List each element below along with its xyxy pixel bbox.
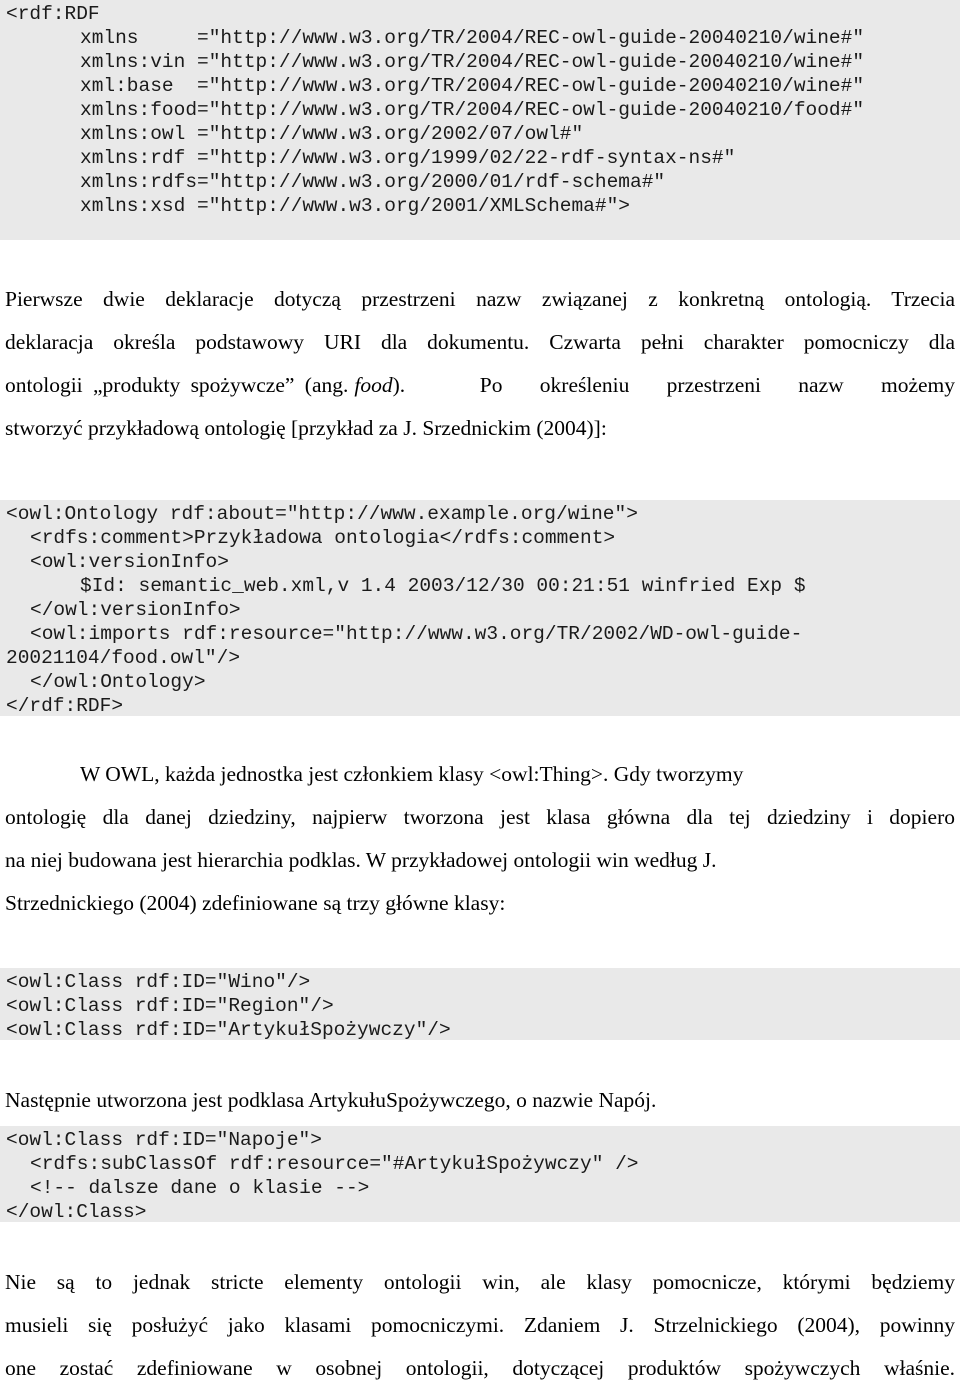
rdf-namespace-code-block	[0, 0, 960, 240]
code-line: <owl:Ontology rdf:about="http://www.example.org/wine">	[6, 503, 638, 525]
code-line: <owl:Class rdf:ID="Region"/>	[6, 995, 334, 1017]
code-line: xmlns:xsd ="http://www.w3.org/2001/XMLSchema#">	[80, 195, 630, 217]
italic-term-food: food	[354, 373, 393, 397]
paragraph-line: Nie są to jednak stricte elementy ontologii win, ale klasy pomocnicze, którymi będziemy	[5, 1270, 955, 1294]
paragraph-line: ontologię dla danej dziedziny, najpierw tworzona jest klasa główna dla tej dziedziny i dopiero	[5, 805, 955, 829]
code-line: xmlns:rdfs="http://www.w3.org/2000/01/rdf-schema#"	[80, 171, 666, 193]
code-line: <rdfs:subClassOf rdf:resource="#ArtykułSpożywczy" />	[30, 1153, 639, 1175]
code-line: 20021104/food.owl"/>	[6, 647, 241, 669]
paragraph-line: na niej budowana jest hierarchia podklas. W przykładowej ontologii win według J.	[5, 848, 717, 872]
paragraph-subclass-intro: Następnie utworzona jest podklasa ArtykułuSpożywczego, o nazwie Napój.	[5, 1088, 657, 1112]
subclass-code-block	[0, 1126, 960, 1222]
code-line: <owl:versionInfo>	[30, 551, 229, 573]
classes-code-block	[0, 968, 960, 1040]
paragraph-text: ontologii „produkty spożywcze” (ang.	[5, 373, 349, 397]
code-line: xmlns:owl ="http://www.w3.org/2002/07/owl#"	[80, 123, 584, 145]
paragraph-line	[5, 364, 955, 407]
code-line: xmlns ="http://www.w3.org/TR/2004/REC-owl-guide-20040210/wine#"	[80, 27, 865, 49]
code-line: <owl:Class rdf:ID="Napoje">	[6, 1129, 322, 1151]
code-line: </owl:Ontology>	[30, 671, 206, 693]
code-line: <owl:Class rdf:ID="ArtykułSpożywczy"/>	[6, 1019, 451, 1041]
code-line: xmlns:food="http://www.w3.org/TR/2004/REC-owl-guide-20040210/food#"	[80, 99, 865, 121]
paragraph-line: one zostać zdefiniowane w osobnej ontologii, dotyczącej produktów spożywczych właśnie.	[5, 1356, 955, 1380]
code-line: $Id: semantic_web.xml,v 1.4 2003/12/30 00:21:51 winfried Exp $	[80, 575, 806, 597]
code-line: xmlns:vin ="http://www.w3.org/TR/2004/REC-owl-guide-20040210/wine#"	[80, 51, 865, 73]
paragraph-line: stworzyć przykładową ontologię [przykład za J. Srzednickim (2004)]:	[5, 416, 607, 440]
paragraph-line: musieli się posłużyć jako klasami pomocniczymi. Zdaniem J. Strzelnickiego (2004), powinny	[5, 1313, 955, 1337]
ontology-code-block	[0, 500, 960, 716]
code-line: <rdf:RDF	[6, 3, 100, 25]
paragraph-line: Pierwsze dwie deklaracje dotyczą przestrzeni nazw związanej z konkretną ontologią. Trzecia	[5, 287, 955, 311]
code-line: <!-- dalsze dane o klasie -->	[30, 1177, 370, 1199]
code-line: <owl:Class rdf:ID="Wino"/>	[6, 971, 311, 993]
code-line: xmlns:rdf ="http://www.w3.org/1999/02/22-rdf-syntax-ns#"	[80, 147, 736, 169]
code-line: <owl:imports rdf:resource="http://www.w3.org/TR/2002/WD-owl-guide-	[30, 623, 803, 645]
code-line: </rdf:RDF>	[6, 695, 124, 717]
code-line: </owl:Class>	[6, 1201, 147, 1223]
code-line: <rdfs:comment>Przykładowa ontologia</rdfs:comment>	[30, 527, 616, 549]
code-line: </owl:versionInfo>	[30, 599, 241, 621]
paragraph-line: deklaracja określa podstawowy URI dla dokumentu. Czwarta pełni charakter pomocniczy dla	[5, 330, 955, 354]
code-line: xml:base ="http://www.w3.org/TR/2004/REC-owl-guide-20040210/wine#"	[80, 75, 865, 97]
paragraph-line: Strzednickiego (2004) zdefiniowane są trzy główne klasy:	[5, 891, 506, 915]
paragraph-line: W OWL, każda jednostka jest członkiem klasy <owl:Thing>. Gdy tworzymy	[80, 762, 744, 786]
paragraph-text: ). Po określeniu przestrzeni nazw możemy	[392, 373, 955, 397]
